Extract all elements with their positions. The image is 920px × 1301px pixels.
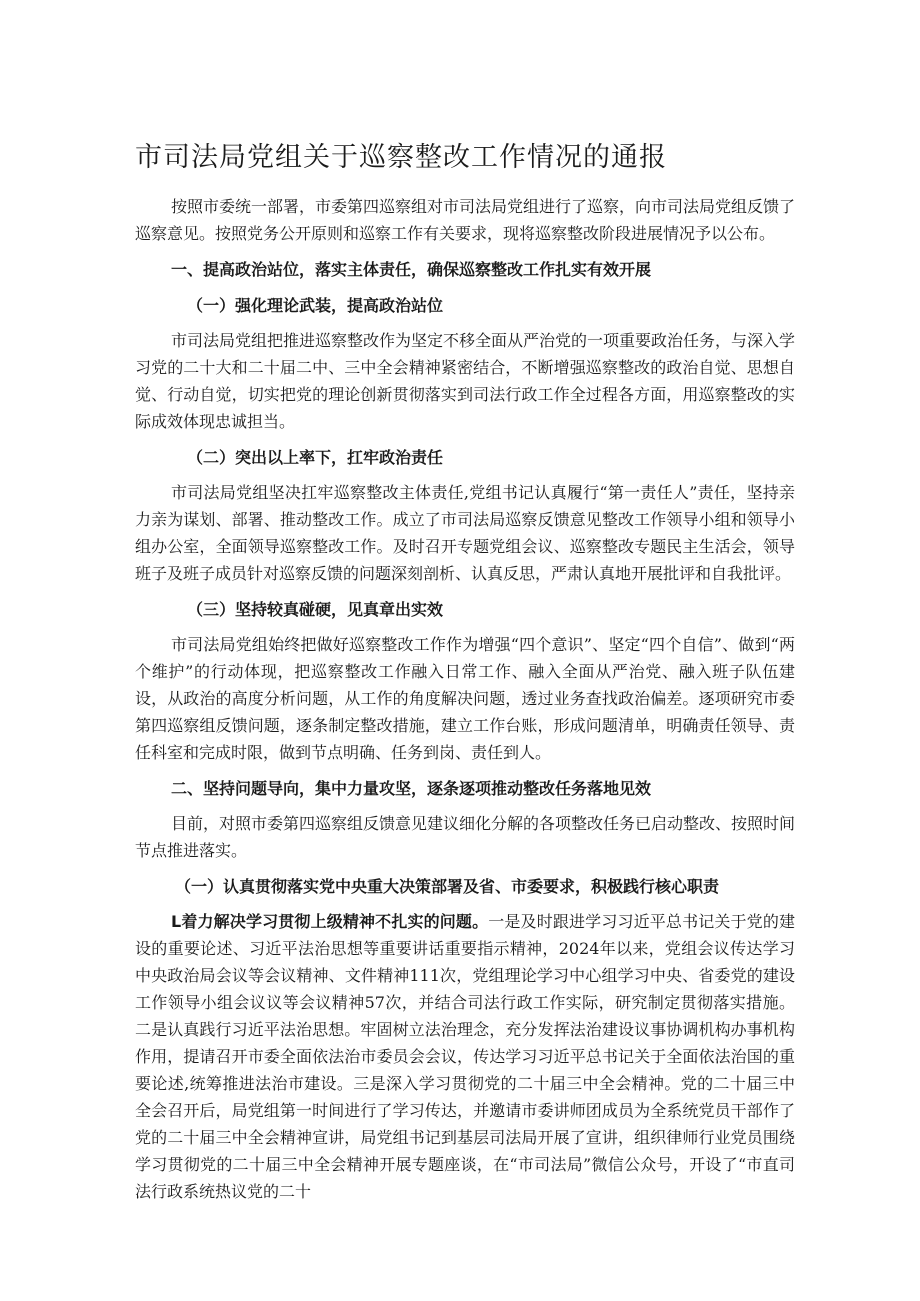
section-2-sub-1-body <box>135 908 795 1205</box>
section-1-sub-1-heading: （一）强化理论武装，提高政治站位 <box>187 296 444 315</box>
document-title: 市司法局党组关于巡察整改工作情况的通报 <box>135 142 667 173</box>
section-1-sub-2-body: 市司法局党组坚决扛牢巡察整改主体责任,党组书记认真履行“第一责任人”责任，坚持亲力亲为谋划、部署、推动整改工作。成立了市司法局巡察反馈意见整改工作领导小组和领导小组办公室，全面领导巡察整改工作。及时召开专题党组会议、巡察整改专题民主生活会，领导班子及班子成员针对巡察反馈的问题深刻剖析、认真反思，严肃认真地开展批评和自我批评。 <box>135 483 795 583</box>
section-1-sub-3-heading: （三）坚持较真碰硬，见真章出实效 <box>187 600 444 619</box>
section-1-heading: 一、提高政治站位，落实主体责任，确保巡察整改工作扎实有效开展 <box>171 260 652 279</box>
section-1-sub-1-body: 市司法局党组把推进巡察整改作为坚定不移全面从严治党的一项重要政治任务，与深入学习党的二十大和二十届二中、三中全会精神紧密结合，不断增强巡察整改的政治自觉、思想自觉、行动自觉，切实把党的理论创新贯彻落实到司法行政工作全过程各方面，用巡察整改的实际成效体现忠诚担当。 <box>135 331 796 431</box>
section-2-intro: 目前，对照市委第四巡察组反馈意见建议细化分解的各项整改任务已启动整改、按照时间节点推进落实。 <box>135 814 796 860</box>
intro-paragraph: 按照市委统一部署，市委第四巡察组对市司法局党组进行了巡察，向市司法局党组反馈了巡察意见。按照党务公开原则和巡察工作有关要求，现将巡察整改阶段进展情况予以公布。 <box>135 197 796 243</box>
section-2-sub-1-text: 一是及时跟进学习习近平总书记关于党的建设的重要论述、习近平法治思想等重要讲话重要指示精神，2024年以来，党组会议传达学习中央政治局会议等会议精神、文件精神111次，党组理论学习中心组学习中央、省委党的建设工作领导小组会议议等会议精神57次，并结合司法行政工作实际，研究制定贯彻落实措施。二是认真践行习近平法治思想。牢固树立法治理念，充分发挥法治建设议事协调机构办事机构作用，提请召开市委全面依法治市委员会会议，传达学习习近平总书记关于全面依法治国的重要论述,统筹推进法治市建设。三是深入学习贯彻党的二十届三中全会精神。党的二十届三中全会召开后，局党组第一时间进行了学习传达，并邀请市委讲师团成员为全系统党员干部作了党的二十届三中全会精神宣讲，局党组书记到基层司法局开展了宣讲，组织律师行业党员围绕学习贯彻党的二十届三中全会精神开展专题座谈，在“市司法局”微信公众号，开设了“市直司法行政系统热议党的二十 <box>135 912 795 1201</box>
document-page <box>135 138 795 1205</box>
section-2-sub-1-lead: L着力解决学习贯彻上级精神不扎实的问题。 <box>171 912 489 931</box>
section-1-sub-2-heading: （二）突出以上率下，扛牢政治责任 <box>187 448 444 467</box>
section-1-sub-3-body: 市司法局党组始终把做好巡察整改工作作为增强“四个意识”、坚定“四个自信”、做到“两个维护”的行动体现，把巡察整改工作融入日常工作、融入全面从严治党、融入班子队伍建设，从政治的高度分析问题，从工作的角度解决问题，透过业务查找政治偏差。逐项研究市委第四巡察组反馈问题，逐条制定整改措施，建立工作台账，形成问题清单，明确责任领导、责任科室和完成时限，做到节点明确、任务到岗、责任到人。 <box>135 635 795 762</box>
section-2-sub-1-heading: （一）认真贯彻落实党中央重大决策部署及省、市委要求，积极践行核心职责 <box>175 877 720 896</box>
section-2-heading: 二、坚持问题导向，集中力量攻坚，逐条逐项推动整改任务落地见效 <box>171 779 652 798</box>
